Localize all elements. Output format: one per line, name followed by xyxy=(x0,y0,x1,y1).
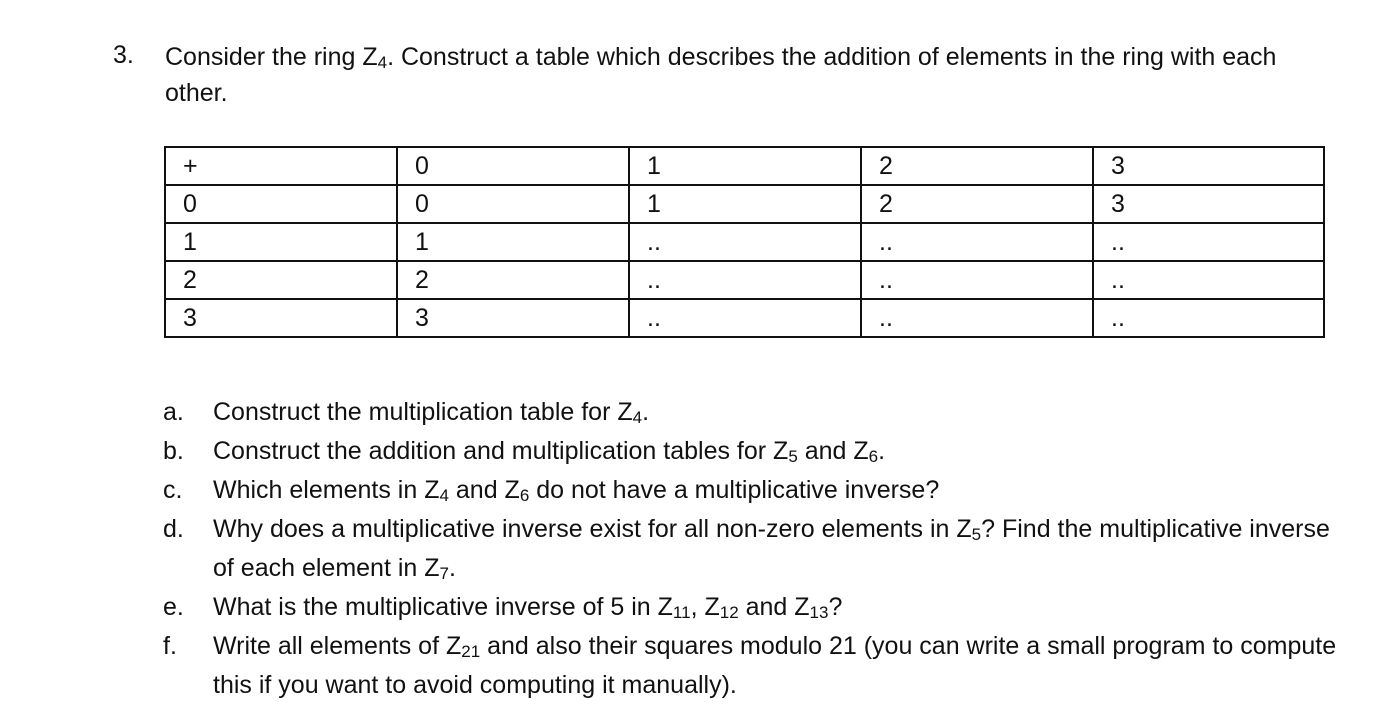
sub-question-text xyxy=(213,627,1343,705)
sub-question xyxy=(163,432,1343,471)
table-header-cell: 3 xyxy=(1093,147,1324,185)
text-segment: and Z xyxy=(448,476,520,504)
sub-question-label: d. xyxy=(163,515,184,543)
table-cell: 1 xyxy=(397,223,629,261)
sub-question xyxy=(163,588,1343,627)
text-segment: . xyxy=(642,398,650,426)
subscript: 7 xyxy=(439,564,449,584)
table-cell: 3 xyxy=(165,299,397,337)
sub-question-text xyxy=(213,432,1343,471)
text-segment: . xyxy=(448,554,456,582)
table-cell: 3 xyxy=(397,299,629,337)
question-text-part: . Construct a table which describes the addition of elements in the ring with each other. xyxy=(165,43,1277,107)
text-segment: and Z xyxy=(797,437,869,465)
table-cell: .. xyxy=(629,223,861,261)
table-row xyxy=(165,299,1324,337)
text-segment: do not have a multiplicative inverse? xyxy=(529,476,940,504)
text-segment: ? xyxy=(828,593,843,621)
sub-question xyxy=(163,627,1343,705)
table-row xyxy=(165,223,1324,261)
table-cell: 0 xyxy=(397,185,629,223)
table-cell: 2 xyxy=(861,185,1093,223)
subscript: 5 xyxy=(788,447,798,467)
subscript: 21 xyxy=(461,642,481,662)
addition-table xyxy=(164,146,1325,338)
table-cell: .. xyxy=(861,299,1093,337)
sub-question-text xyxy=(213,588,1343,627)
table-header-cell: + xyxy=(165,147,397,185)
sub-question-label: c. xyxy=(163,476,183,504)
sub-question-label: f. xyxy=(163,632,177,660)
subscript: 12 xyxy=(719,603,739,623)
question-number: 3. xyxy=(113,41,134,69)
table-cell: 1 xyxy=(165,223,397,261)
sub-question-text xyxy=(213,471,1343,510)
sub-question xyxy=(163,471,1343,510)
text-segment: Construct the addition and multiplication tables for Z xyxy=(213,437,789,465)
subscript: 13 xyxy=(809,603,829,623)
text-segment: Write all elements of Z xyxy=(213,632,462,660)
table-cell: .. xyxy=(629,261,861,299)
question-text xyxy=(165,39,1345,111)
text-segment: and also their squares modulo 21 (you can write a small program to compute this if you want to avoid computing it manually). xyxy=(213,632,1337,699)
text-segment: Why does a multiplicative inverse exist for all non-zero elements in Z xyxy=(213,515,972,543)
table-cell: 0 xyxy=(165,185,397,223)
text-segment: . xyxy=(878,437,886,465)
table-cell: 3 xyxy=(1093,185,1324,223)
sub-question-text xyxy=(213,510,1343,588)
table-header-cell: 0 xyxy=(397,147,629,185)
question-subscript: 4 xyxy=(377,53,388,73)
text-segment: and Z xyxy=(738,593,810,621)
text-segment: , Z xyxy=(690,593,720,621)
sub-question-label: a. xyxy=(163,398,184,426)
table-header-row xyxy=(165,147,1324,185)
sub-question xyxy=(163,393,1343,432)
table-row xyxy=(165,261,1324,299)
table-cell: .. xyxy=(1093,261,1324,299)
sub-questions xyxy=(163,393,1343,705)
subscript: 6 xyxy=(519,486,530,506)
text-segment: ? Find the multiplicative inverse of each element in Z xyxy=(213,515,1330,582)
table-cell: .. xyxy=(861,223,1093,261)
subscript: 11 xyxy=(672,603,691,623)
table-cell: 2 xyxy=(397,261,629,299)
table-header-cell: 2 xyxy=(861,147,1093,185)
sub-question-text xyxy=(213,393,1343,432)
subscript: 5 xyxy=(971,525,982,545)
table-cell: .. xyxy=(861,261,1093,299)
subscript: 4 xyxy=(439,486,449,506)
table-row xyxy=(165,185,1324,223)
table-cell: .. xyxy=(1093,223,1324,261)
subscript: 4 xyxy=(632,408,643,428)
text-segment: What is the multiplicative inverse of 5 in Z xyxy=(213,593,673,621)
question-text-part: Consider the ring Z xyxy=(165,43,378,71)
subscript: 6 xyxy=(868,447,879,467)
table-cell: .. xyxy=(1093,299,1324,337)
table-cell: 2 xyxy=(165,261,397,299)
sub-question-label: e. xyxy=(163,593,184,621)
text-segment: Which elements in Z xyxy=(213,476,440,504)
sub-question xyxy=(163,510,1343,588)
text-segment: Construct the multiplication table for Z xyxy=(213,398,633,426)
sub-question-label: b. xyxy=(163,437,184,465)
table-cell: 1 xyxy=(629,185,861,223)
table-header-cell: 1 xyxy=(629,147,861,185)
table-cell: .. xyxy=(629,299,861,337)
